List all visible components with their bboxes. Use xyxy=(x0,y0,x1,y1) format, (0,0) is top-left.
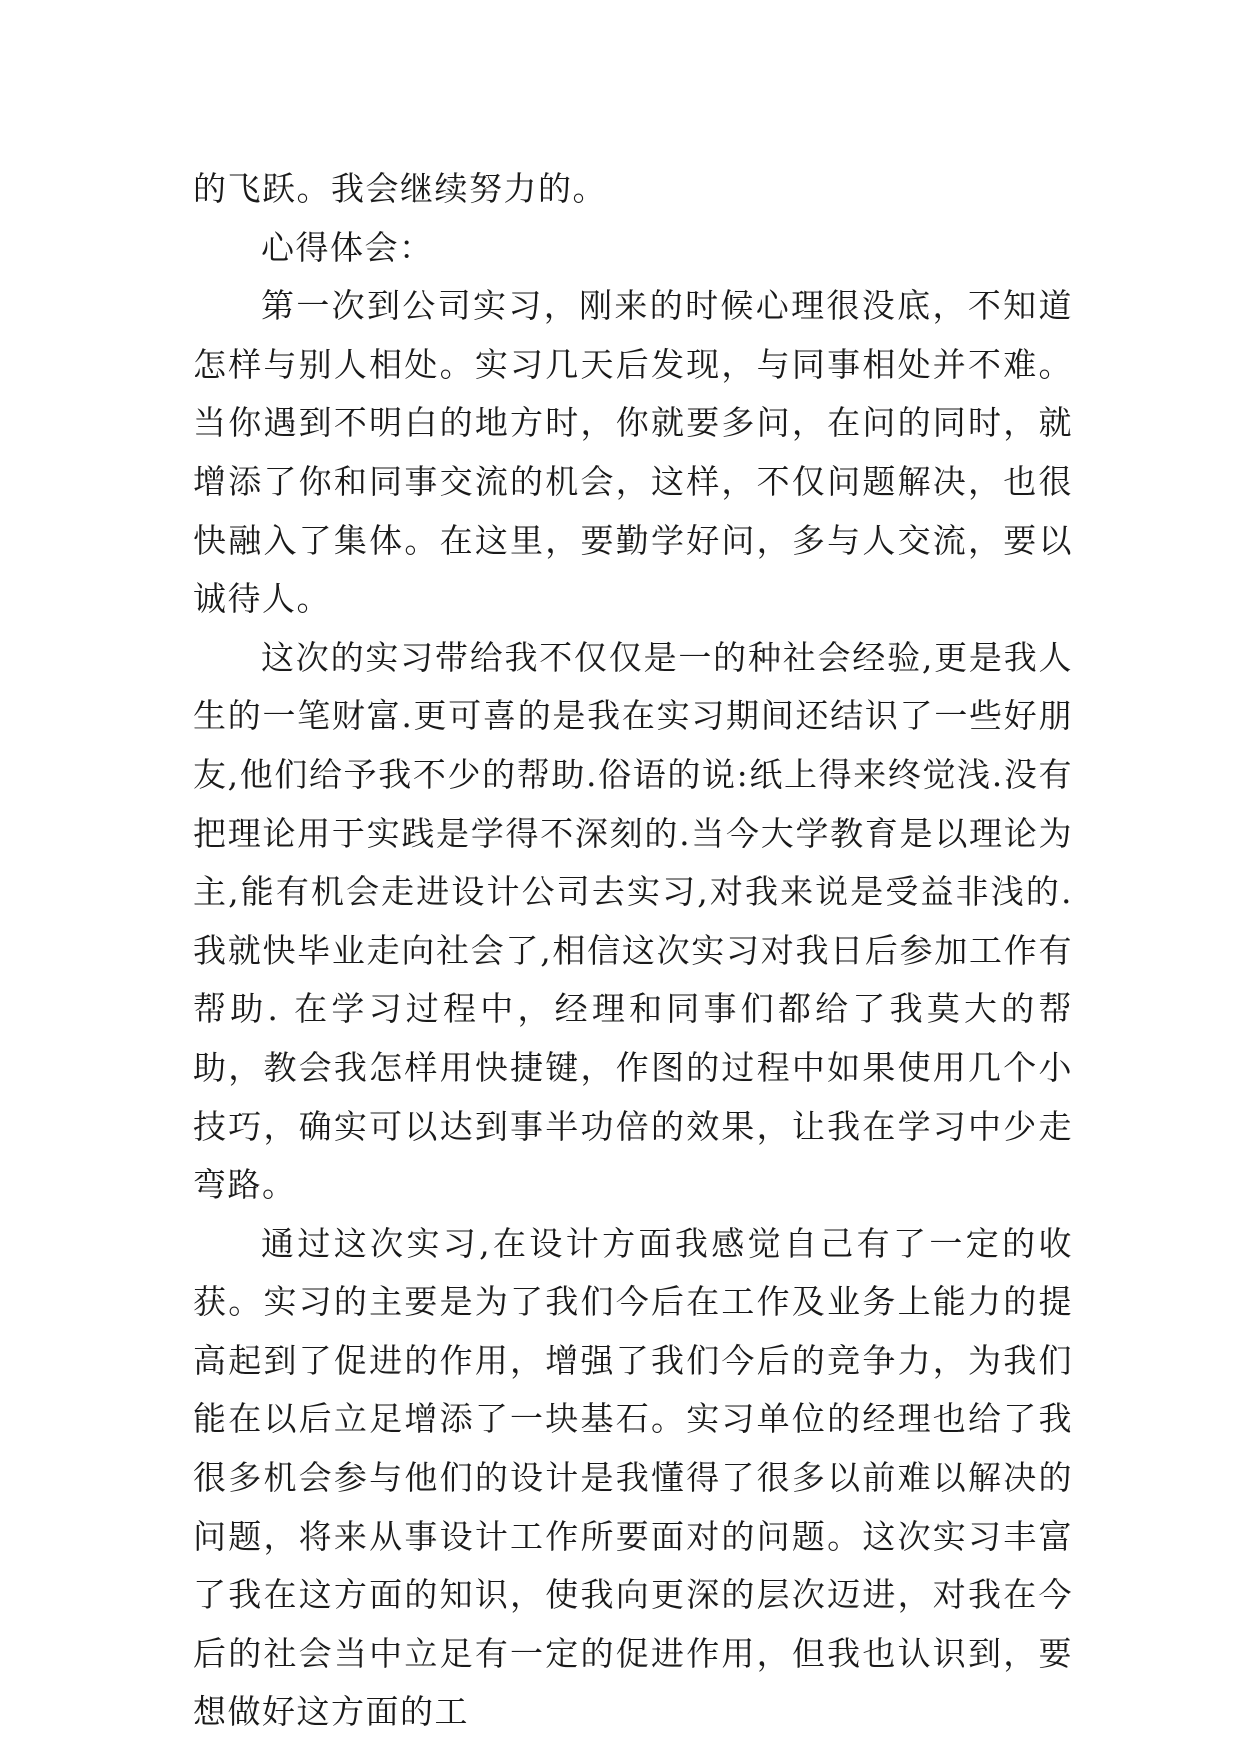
paragraph: 第一次到公司实习，刚来的时候心理很没底，不知道怎样与别人相处。实习几天后发现，与同事相处并不难。当你遇到不明白的地方时，你就要多问，在问的同时，就增添了你和同事交流的机会，这样，不仅问题解决，也很快融入了集体。在这里，要勤学好问，多与人交流，要以诚待人。 xyxy=(193,286,1073,619)
paragraph-continuation: 的飞跃。我会继续努力的。 xyxy=(193,169,607,208)
body-text xyxy=(193,160,1073,1742)
paragraph: 这次的实习带给我不仅仅是一的种社会经验,更是我人生的一笔财富.更可喜的是我在实习期间还结识了一些好朋友,他们给予我不少的帮助.俗语的说:纸上得来终觉浅.没有把理论用于实践是学得不深刻的.当今大学教育是以理论为主,能有机会走进设计公司去实习,对我来说是受益非浅的.我就快毕业走向社会了,相信这次实习对我日后参加工作有帮助. 在学习过程中，经理和同事们都给了我莫大的帮助，教会我怎样用快捷键，作图的过程中如果使用几个小技巧，确实可以达到事半功倍的效果，让我在学习中少走弯路。 xyxy=(193,637,1073,1205)
paragraph-heading: 心得体会： xyxy=(261,227,434,267)
paragraph: 通过这次实习,在设计方面我感觉自己有了一定的收获。实习的主要是为了我们今后在工作及业务上能力的提高起到了促进的作用，增强了我们今后的竞争力，为我们能在以后立足增添了一块基石。实习单位的经理也给了我很多机会参与他们的设计是我懂得了很多以前难以解决的问题，将来从事设计工作所要面对的问题。这次实习丰富了我在这方面的知识，使我向更深的层次迈进，对我在今后的社会当中立足有一定的促进作用，但我也认识到，要想做好这方面的工 xyxy=(193,1223,1073,1732)
